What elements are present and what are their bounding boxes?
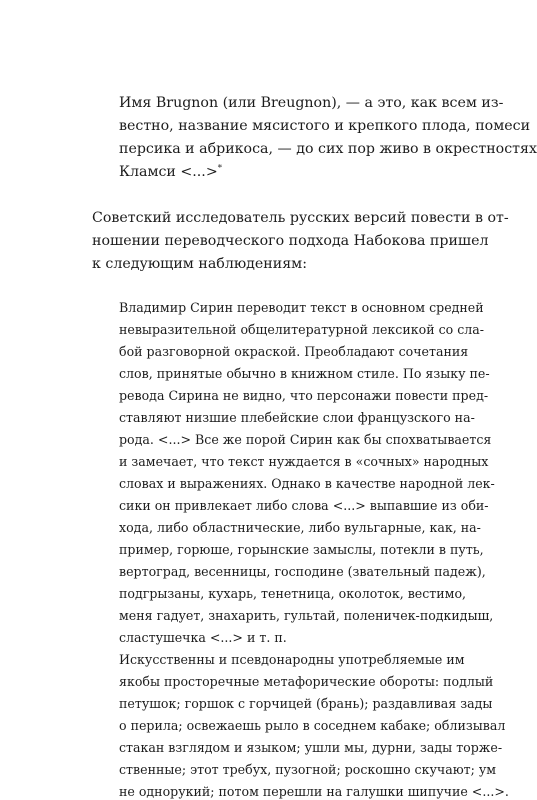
quote2-line: сластушечка <...> и т. п. <box>119 630 287 645</box>
footnote-marker: * <box>217 163 222 174</box>
quote2-line: Искусственны и псевдонародны употребляемые им <box>119 652 465 667</box>
quote2-line: сики он привлекает либо слова <...> выпавшие из оби- <box>119 498 489 513</box>
quote2-line: невыразительной общелитературной лексикой со сла- <box>119 322 485 337</box>
quote2-line: петушок; горшок с горчицей (брань); раздавливая зады <box>119 696 493 711</box>
quote1-line: Кламси <...>* <box>119 163 222 180</box>
paragraph-line: к следующим наблюдениям: <box>92 256 307 272</box>
quote2-line: бой разговорной окраской. Преобладают сочетания <box>119 344 469 359</box>
quote1-line: Имя Brugnon (или Breugnon), — а это, как всем из- <box>119 95 504 111</box>
quote2-line: ственные; этот требух, пузогной; роскошно скучают; ум <box>119 762 497 777</box>
quote2-line: о перила; освежаешь рыло в соседнем кабаке; облизывал <box>119 718 506 733</box>
paragraph-line: ношении переводческого подхода Набокова пришел <box>92 233 489 249</box>
quote2-line: не однорукий; потом перешли на галушки шипучие <...>. <box>119 784 509 799</box>
quote2-line: стакан взглядом и языком; ушли мы, дурни, зады торже- <box>119 740 503 755</box>
quote1-line: вестно, название мясистого и крепкого плода, помеси <box>119 118 531 134</box>
quote2-line: ставляют низшие плебейские слои французского на- <box>119 410 475 425</box>
quote2-line: словах и выражениях. Однако в качестве народной лек- <box>119 476 495 491</box>
quote1-line: персика и абрикоса, — до сих пор живо в окрестностях <box>119 141 537 157</box>
quote2-line: рода. <...> Все же порой Сирин как бы спохватывается <box>119 432 492 447</box>
paragraph-line: Советский исследователь русских версий повести в от- <box>92 210 509 226</box>
quote2-line: вертоград, весенницы, господине (звательный падеж), <box>119 564 486 579</box>
quote2-line: и замечает, что текст нуждается в «сочных» народных <box>119 454 489 469</box>
quote2-line: ревода Сирина не видно, что персонажи повести пред- <box>119 388 489 403</box>
quote2-line: Владимир Сирин переводит текст в основном средней <box>119 300 484 315</box>
quote2-line: меня гадует, знахарить, гультай, поленичек-подкидыш, <box>119 608 494 623</box>
quote2-line: пример, горюше, горынские замыслы, потекли в путь, <box>119 542 484 557</box>
quote2-line: подгрызаны, кухарь, тенетница, околоток, вестимо, <box>119 586 467 601</box>
quote2-line: хода, либо областнические, либо вульгарные, как, на- <box>119 520 481 535</box>
quote2-line: слов, принятые обычно в книжном стиле. По языку пе- <box>119 366 490 381</box>
quote2-line: якобы просторечные метафорические обороты: подлый <box>119 674 494 689</box>
